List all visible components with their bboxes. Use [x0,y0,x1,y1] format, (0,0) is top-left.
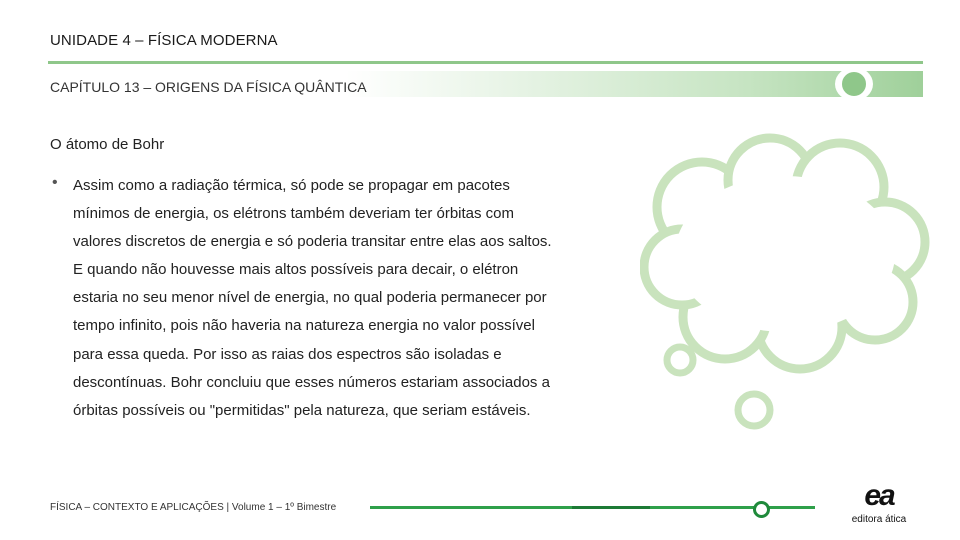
bullet-marker: • [52,174,58,191]
body-line: Assim como a radiação térmica, só pode se propagar em pacotes [73,177,510,194]
body-line: descontínuas. Bohr concluiu que esses números estariam associados a [73,373,550,391]
header-divider [48,61,923,64]
unit-title: UNIDADE 4 – FÍSICA MODERNA [50,32,278,49]
body-line: para essa queda. Por isso as raias dos espectros são isoladas e [73,345,502,363]
body-line: órbitas possíveis ou "permitidas" pela natureza, que seriam estáveis. [73,401,531,419]
body-line: E quando não houvesse mais altos possíveis para decair, o elétron [73,261,519,279]
body-line: valores discretos de energia e só poderia transitar entre elas aos saltos. [73,233,552,251]
section-title: O átomo de Bohr [50,136,165,153]
body-line: estaria no seu menor nível de energia, no qual poderia permanecer por [73,289,547,307]
footer-text: FÍSICA – CONTEXTO E APLICAÇÕES | Volume 1 – 1º Bimestre [50,502,337,513]
body-paragraph [73,172,608,425]
footer-divider-accent [572,506,650,509]
body-line: tempo infinito, pois não haveria na natureza energia no valor possível [73,317,535,335]
thought-cloud-icon [640,132,935,432]
publisher-logo [846,480,912,530]
footer-circle-icon [753,501,770,518]
chapter-circle-icon [842,72,866,96]
body-line: mínimos de energia, os elétrons também deveriam ter órbitas com [73,205,515,223]
logo-text: editora ática [851,514,907,525]
chapter-title: CAPÍTULO 13 – ORIGENS DA FÍSICA QUÂNTICA [50,79,367,95]
logo-mark: ea [864,479,894,512]
